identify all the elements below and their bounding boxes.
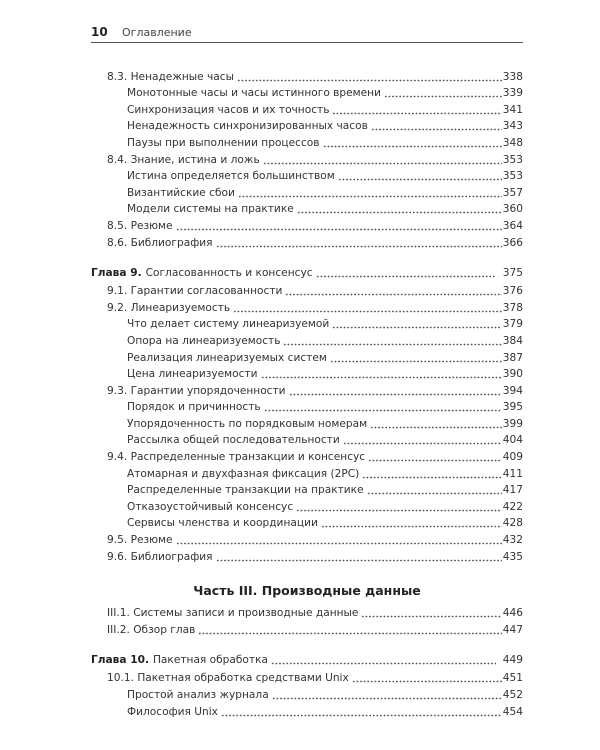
entry-title: 9.1. Гарантии согласованности <box>107 285 283 298</box>
toc-entry[interactable] <box>91 100 523 117</box>
toc-entry[interactable] <box>91 514 523 531</box>
entry-title: 8.6. Библиография <box>107 236 213 249</box>
dot-leader <box>289 384 502 396</box>
toc-entry[interactable] <box>91 547 523 564</box>
entry-page-number: 409 <box>502 451 523 464</box>
dot-leader <box>264 400 502 412</box>
entry-title: Реализация линеаризуемых систем <box>127 351 327 364</box>
running-header-title: Оглавление <box>122 26 192 39</box>
entry-page-number: 379 <box>502 318 523 331</box>
entry-page-number: 353 <box>502 170 523 183</box>
entry-title: Порядок и причинность <box>127 401 261 414</box>
entry-title: Согласованность и консенсус <box>145 266 313 279</box>
entry-title: Византийские сбои <box>127 186 235 199</box>
dot-leader <box>271 653 496 665</box>
entry-title: Цена линеаризуемости <box>127 368 258 381</box>
entry-page-number: 411 <box>502 467 523 480</box>
entry-page-number: 417 <box>502 484 523 497</box>
toc-entry[interactable] <box>91 447 523 464</box>
entry-page-number: 449 <box>502 653 523 666</box>
toc-entry[interactable] <box>91 216 523 233</box>
dot-leader <box>338 169 502 181</box>
entry-title: Отказоустойчивый консенсус <box>127 500 294 513</box>
toc-entry[interactable] <box>91 150 523 167</box>
dot-leader <box>361 606 501 618</box>
entry-title: 8.5. Резюме <box>107 219 173 232</box>
toc-entry[interactable] <box>91 348 523 365</box>
entry-page-number: 360 <box>502 203 523 216</box>
toc-chapter[interactable] <box>91 261 523 280</box>
entry-page-number: 399 <box>502 417 523 430</box>
entry-page-number: 376 <box>502 285 523 298</box>
entry-page-number: 446 <box>502 607 523 620</box>
dot-leader <box>283 334 501 346</box>
entry-page-number: 348 <box>502 136 523 149</box>
entry-page-number: 339 <box>502 87 523 100</box>
entry-title: Атомарная и двухфазная фиксация (2PC) <box>127 467 360 480</box>
dot-leader <box>343 433 502 445</box>
entry-title: Распределенные транзакции на практике <box>127 484 364 497</box>
dot-leader <box>216 236 502 248</box>
entry-page-number: 357 <box>502 186 523 199</box>
entry-page-number: 428 <box>502 517 523 530</box>
chapter-label: Глава 10. <box>91 653 149 666</box>
dot-leader <box>263 153 502 165</box>
entry-title: 9.3. Гарантии упорядоченности <box>107 384 286 397</box>
page-number: 10 <box>91 25 108 39</box>
toc-chapter[interactable] <box>91 648 523 667</box>
dot-leader <box>176 219 502 231</box>
toc-entry[interactable] <box>91 167 523 184</box>
entry-page-number: 404 <box>502 434 523 447</box>
toc-entry[interactable] <box>91 233 523 250</box>
entry-page-number: 353 <box>502 153 523 166</box>
toc-entry[interactable] <box>91 702 523 719</box>
entry-title: Модели системы на практике <box>127 203 294 216</box>
entry-title: Ненадежность синхронизированных часов <box>127 120 368 133</box>
dot-leader <box>272 688 502 700</box>
entry-page-number: 341 <box>502 103 523 116</box>
part-heading[interactable]: Часть III. Производные данные <box>193 582 421 598</box>
dot-leader <box>368 450 502 462</box>
toc-entry[interactable] <box>91 685 523 702</box>
dot-leader <box>330 351 502 363</box>
toc-entry[interactable] <box>91 669 523 686</box>
entry-title: Сервисы членства и координации <box>127 517 318 530</box>
toc-entry[interactable] <box>91 381 523 398</box>
dot-leader <box>321 516 502 528</box>
entry-title: Синхронизация часов и их точность <box>127 103 330 116</box>
dot-leader <box>367 483 502 495</box>
dot-leader <box>323 136 502 148</box>
toc-entry[interactable] <box>91 464 523 481</box>
entry-page-number: 451 <box>502 672 523 685</box>
toc-entry[interactable] <box>91 530 523 547</box>
toc-entry[interactable] <box>91 497 523 514</box>
dot-leader <box>285 284 501 296</box>
entry-page-number: 343 <box>502 120 523 133</box>
entry-page-number: 384 <box>502 334 523 347</box>
dot-leader <box>176 533 502 545</box>
entry-page-number: 454 <box>502 705 523 718</box>
dot-leader <box>352 671 502 683</box>
dot-leader <box>221 705 502 717</box>
toc-entry[interactable] <box>91 620 523 637</box>
dot-leader <box>216 550 502 562</box>
entry-title: III.1. Системы записи и производные данные <box>107 607 359 620</box>
entry-page-number: 395 <box>502 401 523 414</box>
toc-entry[interactable] <box>91 481 523 498</box>
dot-leader <box>332 317 501 329</box>
entry-page-number: 364 <box>502 219 523 232</box>
entry-page-number: 447 <box>502 623 523 636</box>
entry-title: Опора на линеаризуемость <box>127 334 281 347</box>
dot-leader <box>362 467 502 479</box>
toc-entry[interactable] <box>91 183 523 200</box>
dot-leader <box>261 367 502 379</box>
entry-page-number: 375 <box>502 266 523 279</box>
entry-title: Упорядоченность по порядковым номерам <box>127 417 368 430</box>
toc-entry[interactable] <box>91 282 523 299</box>
entry-title: Что делает систему линеаризуемой <box>127 318 330 331</box>
entry-page-number: 452 <box>502 689 523 701</box>
running-header <box>91 22 523 43</box>
entry-page-number: 338 <box>502 70 523 83</box>
dot-leader <box>371 119 502 131</box>
entry-title: 9.4. Распределенные транзакции и консенсус <box>107 451 366 464</box>
dot-leader <box>296 500 502 512</box>
entry-title: Философия Unix <box>127 705 218 718</box>
toc-entry[interactable] <box>91 298 523 315</box>
table-of-contents <box>91 67 523 719</box>
toc-entry[interactable] <box>91 84 523 101</box>
dot-leader <box>198 623 501 635</box>
toc-entry[interactable] <box>91 431 523 448</box>
entry-title: Рассылка общей последовательности <box>127 434 340 447</box>
toc-entry[interactable] <box>91 331 523 348</box>
entry-page-number: 378 <box>502 301 523 314</box>
toc-entry[interactable] <box>91 117 523 134</box>
entry-title: Простой анализ журнала <box>127 689 269 701</box>
entry-title: III.2. Обзор глав <box>107 623 196 636</box>
dot-leader <box>332 103 501 115</box>
entry-page-number: 432 <box>502 534 523 547</box>
dot-leader <box>370 417 502 429</box>
toc-entry[interactable] <box>91 200 523 217</box>
toc-entry[interactable] <box>91 365 523 382</box>
dot-leader <box>384 86 502 98</box>
entry-page-number: 390 <box>502 368 523 381</box>
toc-entry[interactable] <box>91 67 523 84</box>
dot-leader <box>297 202 502 214</box>
entry-title: 8.4. Знание, истина и ложь <box>107 153 260 166</box>
entry-page-number: 435 <box>502 550 523 563</box>
dot-leader <box>316 266 496 278</box>
entry-title: 8.3. Ненадежные часы <box>107 70 234 83</box>
entry-title: Паузы при выполнении процессов <box>127 136 320 149</box>
entry-page-number: 387 <box>502 351 523 364</box>
entry-title: 9.5. Резюме <box>107 534 173 547</box>
toc-entry[interactable] <box>91 414 523 431</box>
chapter-label: Глава 9. <box>91 266 142 279</box>
entry-title: 9.6. Библиография <box>107 550 213 563</box>
entry-page-number: 366 <box>502 236 523 249</box>
entry-page-number: 394 <box>502 384 523 397</box>
toc-entry[interactable] <box>91 315 523 332</box>
entry-page-number: 422 <box>502 500 523 513</box>
toc-entry[interactable] <box>91 133 523 150</box>
toc-entry[interactable] <box>91 398 523 415</box>
dot-leader <box>237 70 502 82</box>
entry-title: Истина определяется большинством <box>127 170 335 183</box>
toc-entry[interactable] <box>91 604 523 621</box>
dot-leader <box>238 186 502 198</box>
entry-title: Пакетная обработка <box>152 653 268 666</box>
entry-title: 9.2. Линеаризуемость <box>107 301 231 314</box>
entry-title: Монотонные часы и часы истинного времени <box>127 87 381 100</box>
dot-leader <box>233 301 502 313</box>
entry-title: 10.1. Пакетная обработка средствами Unix <box>107 672 349 685</box>
